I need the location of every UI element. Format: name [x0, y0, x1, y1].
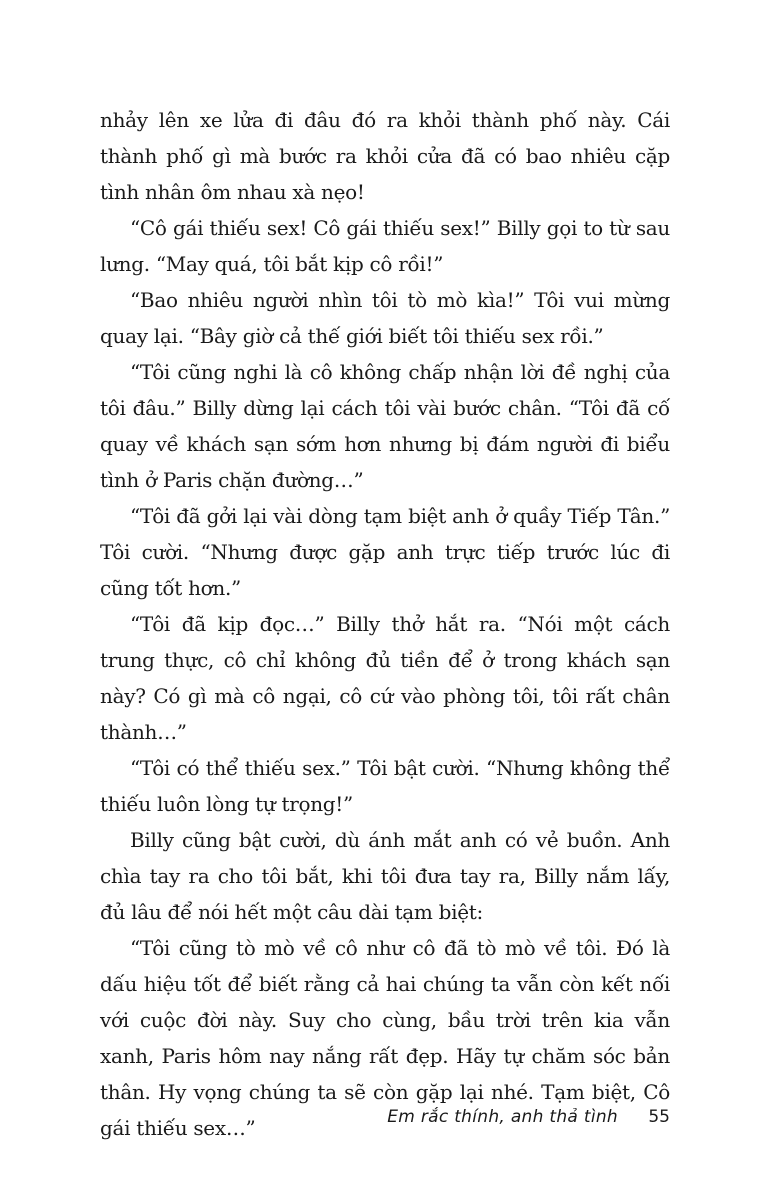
- paragraph: “Tôi đã gởi lại vài dòng tạm biệt anh ở quầy Tiếp Tân.” Tôi cười. “Nhưng được gặp anh trực tiếp trước lúc đi cũng tốt hơn.”: [100, 504, 670, 600]
- page-footer: [100, 1107, 670, 1137]
- paragraph: “Tôi có thể thiếu sex.” Tôi bật cười. “Nhưng không thể thiếu luôn lòng tự trọng!”: [100, 756, 670, 816]
- page-number: 55: [648, 1107, 670, 1127]
- paragraph: “Cô gái thiếu sex! Cô gái thiếu sex!” Billy gọi to từ sau lưng. “May quá, tôi bắt kịp cô rồi!”: [100, 216, 670, 276]
- paragraph: Billy cũng bật cười, dù ánh mắt anh có vẻ buồn. Anh chìa tay ra cho tôi bắt, khi tôi đưa tay ra, Billy nắm lấy, đủ lâu để nói hết một câu dài tạm biệt:: [100, 828, 670, 924]
- paragraph: “Tôi cũng tò mò về cô như cô đã tò mò về tôi. Đó là dấu hiệu tốt để biết rằng cả hai chúng ta vẫn còn kết nối với cuộc đời này. Suy cho cùng, bầu trời trên kia vẫn xanh, Paris hôm nay nắng rất đẹp. Hãy tự chăm sóc bản thân. Hy vọng chúng ta sẽ còn gặp lại nhé. Tạm biệt, Cô gái thiếu sex…”: [100, 936, 670, 1140]
- paragraph: “Bao nhiêu người nhìn tôi tò mò kìa!” Tôi vui mừng quay lại. “Bây giờ cả thế giới biết tôi thiếu sex rồi.”: [100, 288, 670, 348]
- body-text: [100, 102, 670, 1146]
- paragraph: “Tôi cũng nghi là cô không chấp nhận lời đề nghị của tôi đâu.” Billy dừng lại cách tôi vài bước chân. “Tôi đã cố quay về khách sạn sớm hơn nhưng bị đám người đi biểu tình ở Paris chặn đường…”: [100, 360, 670, 492]
- running-title: Em rắc thính, anh thả tình: [387, 1107, 618, 1127]
- paragraph-continuation: nhảy lên xe lửa đi đâu đó ra khỏi thành phố này. Cái thành phố gì mà bước ra khỏi cửa đã có bao nhiêu cặp tình nhân ôm nhau xà nẹo!: [100, 108, 670, 204]
- paragraph: “Tôi đã kịp đọc…” Billy thở hắt ra. “Nói một cách trung thực, cô chỉ không đủ tiền để ở trong khách sạn này? Có gì mà cô ngại, cô cứ vào phòng tôi, tôi rất chân thành…”: [100, 612, 670, 744]
